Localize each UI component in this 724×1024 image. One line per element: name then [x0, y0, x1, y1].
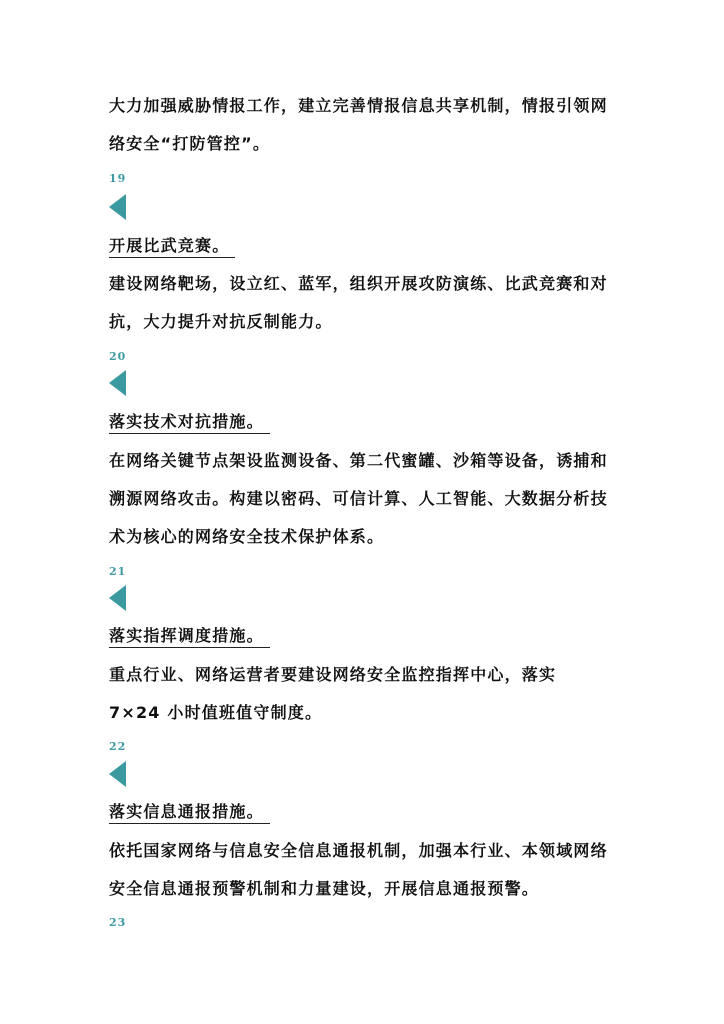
item-number-22: 22	[109, 740, 127, 753]
item-number-21: 21	[109, 565, 127, 578]
paragraph-competition: 建设网络靶场，设立红、蓝军，组织开展攻防演练、比武竞赛和对抗，大力提升对抗反制能力。	[109, 274, 608, 331]
paragraph-info-reporting: 依托国家网络与信息安全信息通报机制，加强本行业、本领域网络安全信息通报预警机制和力量建设，开展信息通报预警。	[109, 841, 608, 898]
triangle-left-icon	[109, 194, 126, 220]
heading-tech-countermeasures: 落实技术对抗措施。	[109, 411, 270, 434]
paragraph-tech-countermeasures: 在网络关键节点架设监测设备、第二代蜜罐、沙箱等设备，诱捕和溯源网络攻击。构建以密码、可信计算、人工智能、大数据分析技术为核心的网络安全技术保护体系。	[109, 451, 608, 546]
paragraph-command-dispatch: 重点行业、网络运营者要建设网络安全监控指挥中心，落实 7×24 小时值班值守制度。	[109, 665, 557, 722]
triangle-left-icon	[109, 370, 126, 396]
heading-command-dispatch: 落实指挥调度措施。	[109, 625, 270, 648]
paragraph-threat-intel: 大力加强威胁情报工作，建立完善情报信息共享机制，情报引领网络安全“打防管控”。	[109, 96, 608, 153]
item-number-19: 19	[109, 172, 127, 185]
triangle-left-icon	[109, 585, 126, 611]
triangle-left-icon	[109, 761, 126, 787]
item-number-20: 20	[109, 350, 127, 363]
heading-info-reporting: 落实信息通报措施。	[109, 801, 270, 824]
item-number-23: 23	[109, 916, 127, 929]
heading-competition: 开展比武竞赛。	[109, 235, 235, 258]
